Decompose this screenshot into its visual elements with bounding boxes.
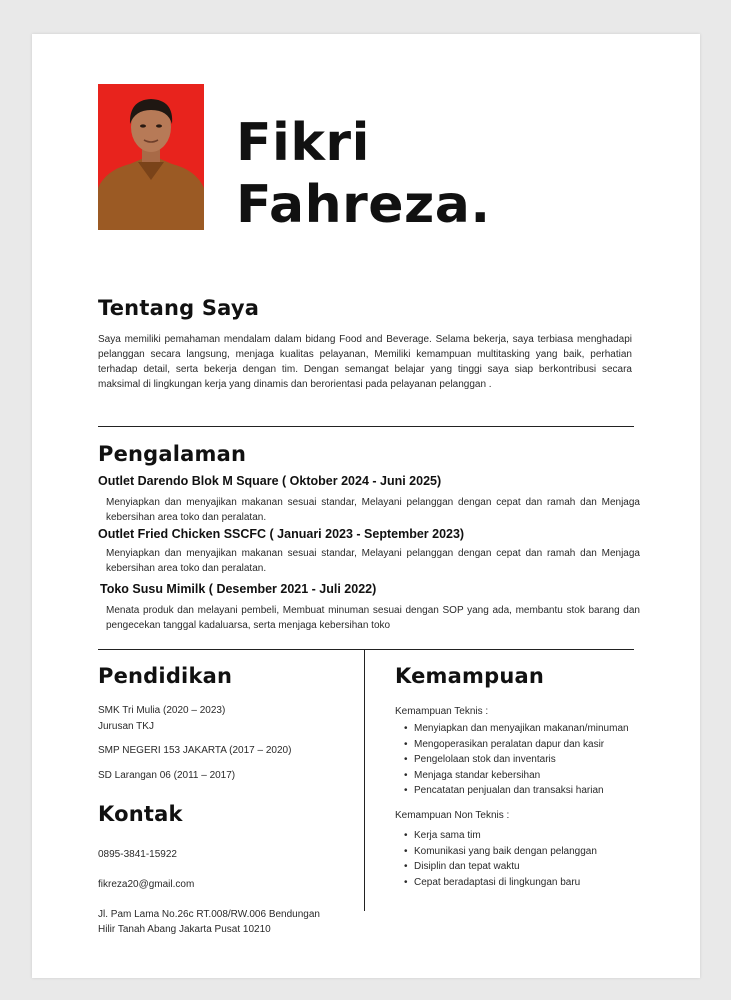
education-item-2: Jurusan TKJ (98, 721, 154, 732)
list-item: • Disiplin dan tepat waktu (402, 859, 597, 875)
contact-phone: 0895-3841-15922 (98, 849, 177, 860)
job-title-3: Toko Susu Mimilk ( Desember 2021 - Juli 2022) (100, 582, 377, 596)
divider-about (98, 426, 634, 427)
list-item: • Pencatatan penjualan dan transaksi harian (402, 783, 629, 799)
education-item-3: SMP NEGERI 153 JAKARTA (2017 – 2020) (98, 745, 292, 756)
education-heading: Pendidikan (98, 664, 233, 688)
job-title-2: Outlet Fried Chicken SSCFC ( Januari 2023 - September 2023) (98, 527, 465, 541)
nontechnical-skills-label: Kemampuan Non Teknis : (395, 810, 510, 821)
contact-address-line1: Jl. Pam Lama No.26c RT.008/RW.006 Bendungan (98, 909, 320, 920)
contact-address-line2: Hilir Tanah Abang Jakarta Pusat 10210 (98, 924, 271, 935)
divider-experience (98, 649, 634, 650)
skills-heading: Kemampuan (395, 664, 544, 688)
experience-heading: Pengalaman (98, 442, 247, 466)
last-name: Fahreza. (236, 175, 491, 235)
job-desc-1: Menyiapkan dan menyajikan makanan sesuai standar, Melayani pelanggan dengan cepat dan ramah dan Menjaga kebersihan area toko dan peralatan. (106, 497, 640, 523)
job-desc-2: Menyiapkan dan menyajikan makanan sesuai standar, Melayani pelanggan dengan cepat dan ramah dan Menjaga kebersihan area toko dan peralatan. (106, 548, 640, 574)
technical-skills-list (402, 721, 629, 799)
column-divider (364, 649, 365, 911)
list-item: • Mengoperasikan peralatan dapur dan kasir (402, 737, 629, 753)
list-item: • Menjaga standar kebersihan (402, 768, 629, 784)
list-item: • Kerja sama tim (402, 828, 597, 844)
education-item-1: SMK Tri Mulia (2020 – 2023) (98, 705, 226, 716)
job-desc-3: Menata produk dan melayani pembeli, Membuat minuman sesuai dengan SOP yang ada, membantu stok barang dan pengecekan tanggal kadaluarsa, serta menjaga kebersihan toko (106, 605, 640, 631)
list-item: • Menyiapkan dan menyajikan makanan/minuman (402, 721, 629, 737)
list-item: • Komunikasi yang baik dengan pelanggan (402, 844, 597, 860)
about-heading: Tentang Saya (98, 296, 260, 320)
about-text: Saya memiliki pemahaman mendalam dalam bidang Food and Beverage. Selama bekerja, saya terbiasa menghadapi pelanggan secara langsung, menjaga kualitas pelayanan, Memiliki kemampuan multitasking yang baik, perhatian terhadap detail, serta bekerja dengan tim. Dengan semangat belajar yang tinggi saya siap berkontribusi secara maksimal di lingkungan kerja yang dinamis dan berorientasi pada pelayanan pelanggan . (98, 334, 632, 390)
list-item: • Pengelolaan stok dan inventaris (402, 752, 629, 768)
person-portrait-icon (98, 84, 204, 230)
full-name (236, 112, 491, 236)
profile-photo (98, 84, 204, 230)
list-item: • Cepat beradaptasi di lingkungan baru (402, 875, 597, 891)
nontechnical-skills-list (402, 828, 597, 890)
first-name: Fikri (236, 113, 370, 173)
resume-page (32, 34, 700, 978)
contact-email: fikreza20@gmail.com (98, 879, 195, 890)
technical-skills-label: Kemampuan Teknis : (395, 706, 489, 717)
job-title-1: Outlet Darendo Blok M Square ( Oktober 2024 - Juni 2025) (98, 474, 442, 488)
contact-heading: Kontak (98, 802, 183, 826)
education-item-4: SD Larangan 06 (2011 – 2017) (98, 770, 236, 781)
